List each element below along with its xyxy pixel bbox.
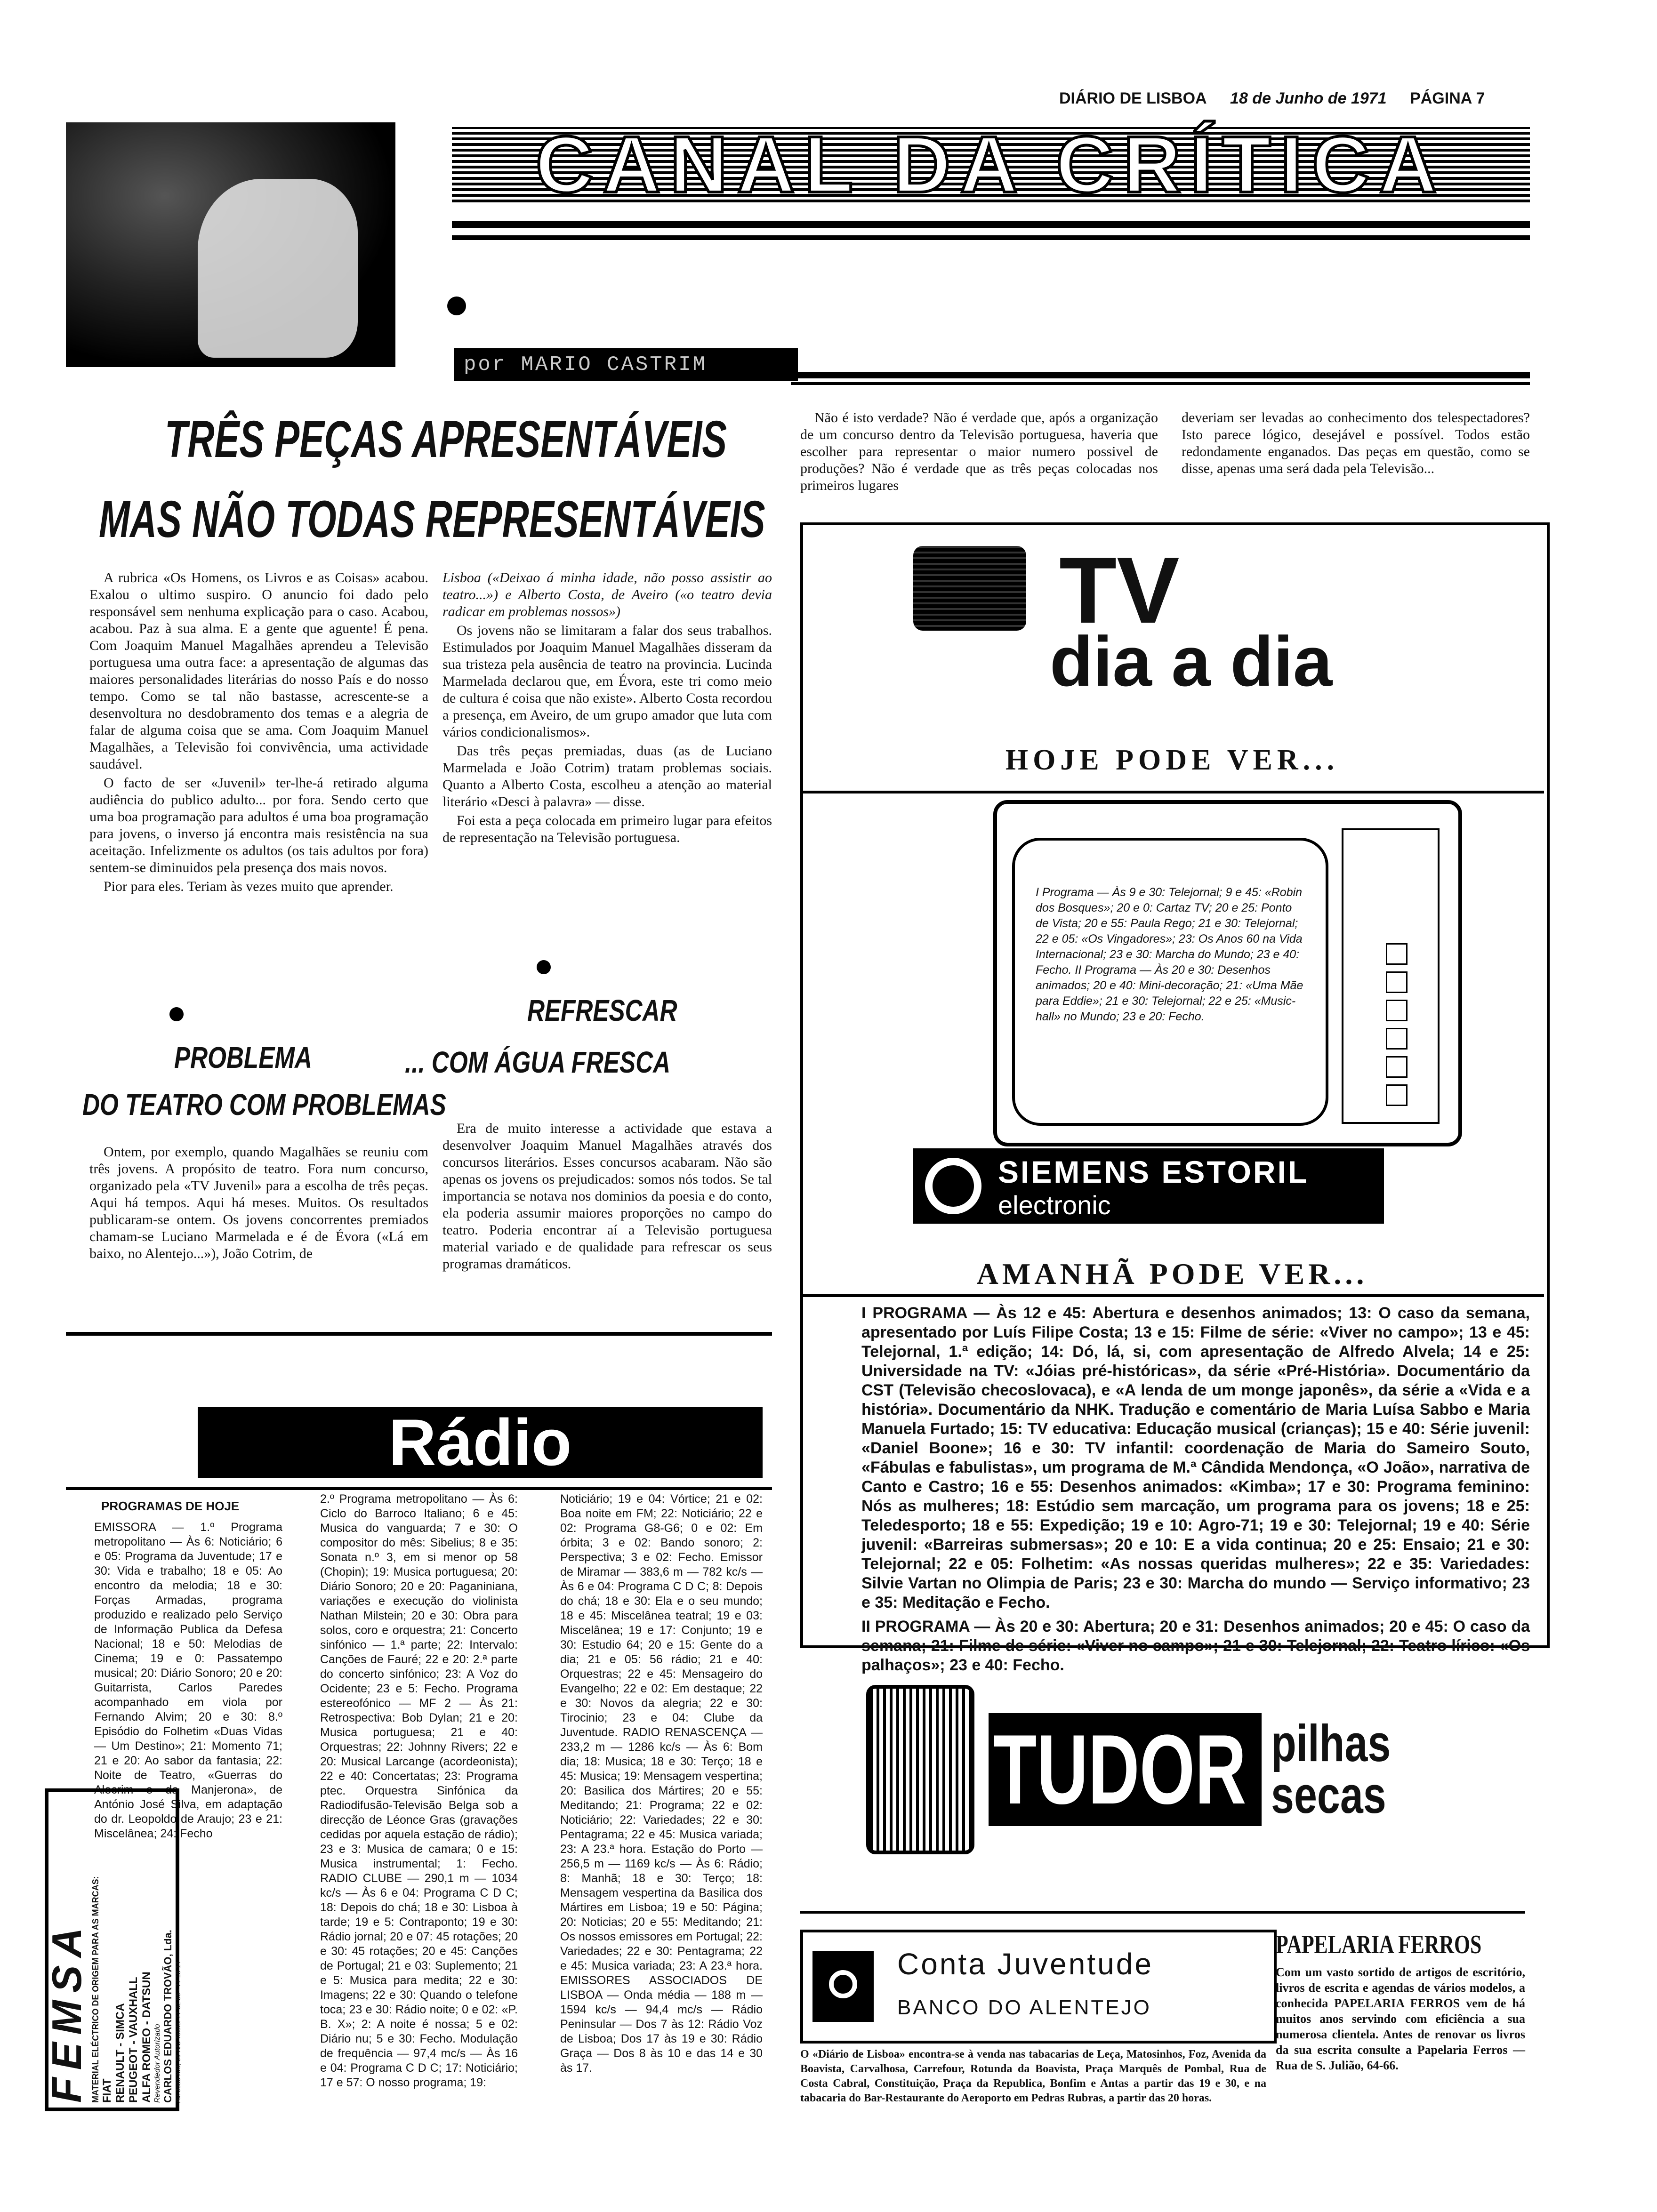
paragraph: O facto de ser «Juvenil» ter-lhe-á retirado alguma audiência do publico adulto... por fora. Sendo certo que uma boa programação para adultos é uma boa programação para jovens, o inverso já encontra mais resistência na sua aceitação. Infelizmente os adultos (os tais adultos por fora) sentem-se diminuidos pela presença dos mais novos. (89, 775, 428, 875)
newspaper-name: DIÁRIO DE LISBOA (1059, 89, 1207, 107)
tomorrow-schedule (861, 1304, 1530, 1675)
bank-logo-icon (812, 1951, 874, 2022)
conta-juventude-ad (800, 1930, 1277, 2044)
femsa-line: ALFA ROMEO - DATSUN (140, 1972, 153, 2103)
divider (791, 372, 1530, 378)
tv-photo (66, 122, 395, 367)
femsa-line: MATERIAL ELÉCTRICO DE ORIGEM PARA AS MARCAS: (90, 1876, 100, 2103)
article-section-refrescar (442, 1120, 772, 1274)
byline: por MARIO CASTRIM (454, 348, 798, 381)
page-number: PÁGINA 7 (1410, 89, 1485, 107)
article-section-problema (89, 1144, 428, 1264)
subhead-agua-fresca: ... COM ÁGUA FRESCA (405, 1045, 671, 1079)
tv-section-title (1050, 538, 1333, 701)
femsa-line: PEUGEOT - VAUXHALL (127, 1977, 140, 2103)
slogan-line: secas (1271, 1766, 1386, 1824)
today-heading: HOJE PODE VER... (1005, 744, 1339, 776)
femsa-brand: FEMSA (43, 1920, 90, 2103)
radio-column-2: 2.º Programa metropolitano — Às 6: Ciclo do Barroco Italiano; 6 e 45: Musica do vanguarda; 7 e 30: O compositor do mês: Sibelius; 8 e 35: Sonata n.º 3, em si menor op 58 (Chopin); 19: Musica portuguesa; 20: Diário Sonoro; 20 e 20: Paganiniana, variações e execução do violinista Nathan Milstein; 20 e 30: Obra para solos, coro e orquestra; 21: Concerto sinfónico — 1.ª parte; 22: Intervalo: Canções de Fauré; 22 e 20: 2.ª parte do concerto sinfónico; 23: A Voz do Ocidente; 23 e 5: Fecho. Programa estereofónico — MF 2 — Às 21: Retrospectiva: Bob Dylan; 21 e 20: Musica portuguesa; 21 e 40: Orquestras; 22: Johnny Rivers; 22 e 20: Musical Larcange (acordeonista); 22 e 40: Concertatas; 23: Programa ptec. Orquestra Sinfónica da Radiodifusão-Televisão Belga sob a direcção de Léonce Gras (gravações cedidas por aquela estação de rádio); 23 e 3: Musica de camara; 0 e 15: Musica instrumental; 1: Fecho. RADIO CLUBE — 290,1 m — 1034 kc/s — Às 6 e 04: Programa C D C; 18: Depois do chá; 18 e 30: Lisboa à tarde; 19 e 5: Contraponto; 19 e 30: Rádio jornal; 20 e 07: 45 rotações; 20 e 30: 45 rotações; 20 e 45: Canções de Portugal; 21 e 03: Suplemento; 21 e 5: Musica para medita; 22 e 30: Imagens; 22 e 30: Quando o telefone toca; 23 e 30: Rádio noite; 0 e 02: «P. B. X»; 2: A noite é nossa; 5 e 02: Diário nu; 5 e 30: Fecho. Modulação de frequência — 97,4 mc/s — Às 16 e 04: Programa C D C; 17: Noticiário; 17 e 57: O nosso programa; 19: (320, 1492, 518, 2089)
paragraph: Lisboa («Deixao á minha idade, não posso assistir ao teatro...») e Alberto Costa, de Aveiro («o teatro devia radicar em problemas nossos») (442, 570, 772, 619)
divider (452, 235, 1530, 240)
siemens-ad (913, 1148, 1384, 1224)
paragraph: Não é isto verdade? Não é verdade que, após a organização de um concurso dentro da Televisão portuguesa, haveria que escolher para representar o maior numero possivel de produções? Não é verdade que as três peças colocadas nos primeiros lugares (800, 410, 1158, 493)
subhead-problema: PROBLEMA (174, 1041, 312, 1074)
siemens-brand: SIEMENS ESTORIL (998, 1154, 1309, 1189)
tomorrow-program-2: II PROGRAMA — Às 20 e 30: Abertura; 20 e 31: Desenhos animados; 20 e 45: O caso da semana; 21: Filme de série: «Viver no campo»; 21 e 30: Telejornal; 22: Teatro lírico: «Os palhaços»; 23 e 40: Fecho. (861, 1618, 1530, 1674)
paragraph: Ontem, por exemplo, quando Magalhães se reuniu com três jovens. A propósito de teatro. Fora num concurso, organizado pela «TV Juvenil» para a escolha de três peças. Aqui há tempos. Aqui há meses. Muitos. Os resultados publicaram-se ontem. Os jovens concorrentes premiados chamam-se Luciano Marmelada e é de Évora («Lá em baixo, no Alentejo...»), João Cotrim, de (89, 1144, 428, 1261)
issue-date: 18 de Junho de 1971 (1230, 89, 1387, 107)
tudor-slogan (1271, 1715, 1391, 1824)
femsa-ad (43, 1788, 182, 2111)
radio-title: Rádio (198, 1407, 763, 1478)
radio-column-1: EMISSORA — 1.º Programa metropolitano — Às 6: Noticiário; 6 e 05: Programa da Juventude; 17 e 30: Vida e trabalho; 18 e 05: Ao encontro da melodia; 18 e 30: Forças Armadas, programa produzido e realizado pelo Serviço de Informação Publica da Defesa Nacional; 18 e 50: Melodias de Cinema; 19 e 0: Passatempo musical; 20: Diário Sonoro; 20 e 20: Guitarrista, Carlos Paredes acompanhado em viola por Fernando Alvim; 20 e 30: 8.º Episódio do Folhetim «Duas Vidas — Um Destino»; 21: Momento 71; 21 e 20: Ao sabor da fantasia; 22: Noite de Teatro, «Guerras do Alecrim e da Manjerona», de António José Silva, em adaptação do dr. Leopoldo de Araujo; 23 e 21: Miscelânea; 24: Fecho (94, 1521, 282, 1840)
divider (800, 791, 1544, 793)
papelaria-title: PAPELARIA FERROS (1276, 1930, 1482, 1959)
canal-da-critica-banner (452, 120, 1530, 209)
tomorrow-heading: AMANHÃ PODE VER... (976, 1257, 1368, 1290)
papelaria-text: Com um vasto sortido de artigos de escritório, livros de escrita e agendas de vários modelos, a conhecida PAPELARIA FERROS vem de há muitos anos servindo com eficiência a sua numerosa clientela. Antes de renovar os livros da sua escrita consulte a Papelaria Ferros — Rua de S. Julião, 64-66. (1276, 1965, 1525, 2072)
femsa-line: Av. João XXI, 66-A/C Telefs. 77 02 85 - 77 18 14 (174, 1961, 182, 2103)
subhead-refrescar: REFRESCAR (527, 994, 677, 1027)
bullet-icon (537, 960, 551, 974)
siemens-sub: electronic (998, 1190, 1111, 1220)
divider (66, 1487, 772, 1490)
femsa-line: CARLOS EDUARDO TROVÃO, Lda. (161, 1930, 174, 2103)
paragraph: Pior para eles. Teriam às vezes muito que aprender. (104, 879, 394, 894)
today-schedule: I Programa — Às 9 e 30: Telejornal; 9 e 45: «Robin dos Bosques»; 20 e 0: Cartaz TV; 20 e 25: Ponto de Vista; 20 e 55: Paula Rego; 21 e 30: Telejornal; 22 e 05: «Os Vingadores»; 23: Os Anos 60 na Vida Internacional; 23 e 30: Marcha do Mundo; 23 e 40: Fecho. II Programa — Às 20 e 30: Desenhos animados; 20 e 40: Mini-decoração; 21: «Uma Mãe para Eddie»; 21 e 30: Telejornal; 22 e 25: «Music-hall» no Mundo; 23 e 20: Fecho. (1036, 886, 1303, 1023)
paragraph: Os jovens não se limitaram a falar dos seus trabalhos. Estimulados por Joaquim Manuel Magalhães disseram da sua tristeza pela ausência de teatro na provincia. Lucinda Marmelada declarou que, em Évora, este tri como meio de cultura é coisa que não existe». Alberto Costa recordou a presença, em Aveiro, de um grupo amador que luta com vários condicionalismos». (442, 623, 772, 740)
paragraph: deveriam ser levadas ao conhecimento dos telespectadores? Isto parece lógico, desejável e possível. Todos estão redondamente enganados. Das peças em questão, como se disse, apenas uma será dada pela Televisão... (1182, 410, 1530, 476)
paragraph: A rubrica «Os Homens, os Livros e as Coisas» acabou. Exalou o ultimo suspiro. O anuncio foi dado pelo responsável sem nenhuma explicação para o caso. Acabou, acabou. Paz à sua alma. E a gente que aguente! É pena. Com Joaquim Manuel Magalhães aprendeu a Televisão portuguesa uma outra face: a apresentação de algumas das maiores personalidades literárias do nosso País e do nosso tempo. Como se tal não bastasse, acrescente-se a desenvoltura no desdobramento dos temas e a alegria de falar de alguma coisa que se ama. Com Joaquim Manuel Magalhães, a Televisão foi convivência, uma actividade saudável. (89, 570, 428, 772)
bullet-icon (169, 1007, 184, 1021)
page-header (1059, 89, 1544, 108)
distribution-notice: O «Diário de Lisboa» encontra-se à venda nas tabacarias de Leça, Matosinhos, Foz, Avenida da Boavista, Carvalhosa, Carrefour, Rotunda da Boavista, Praça Marquês de Pombal, Rua de Costa Cabral, Constituição, Praça da Republica, Bonfim e Antas a partir das 19 e 30, e na tabacaria do Bar-Restaurante do Aeroporto em Pedras Rubras, a partir das 20 horas. (800, 2048, 1266, 2104)
tv-title-top: TV (1059, 538, 1180, 643)
divider (800, 1911, 1525, 1914)
tomorrow-program-1: I PROGRAMA — Às 12 e 45: Abertura e desenhos animados; 13: O caso da semana, apresentado por Luís Filipe Costa; 13 e 15: Filme de série: «Viver no campo»; 13 e 45: Telejornal, 1.ª edição; 14: Dó, lá, si, com apresentação de Alfredo Alvela; 14 e 25: Universidade na TV: «Jóias pré-históricas», da série «Pré-História». Documentário da CST (Televisão checoslovaca), e «A lenda de um monge japonês», da série a «Vida e a história». Documentário da NHK. Tradução e comentário de Maria Luísa Sabbo e Maria Manuela Furtado; 15: TV educativa: Educação musical (crianças); 15 e 40: Série juvenil: «Daniel Boone»; 16 e 30: TV infantil: coordenação de Maria do Sameiro Souto, «Fábulas e fabulistas», um programa de M.ª Cândida Mendonça, «O João», narrativa de Canto e Castro; 16 e 55: Desenhos animados: «Kimba»; 17 e 30: Programa feminino: Nós as mulheres; 18: Estúdio sem marcação, um programa para os jovens; 18 e 25: Teledesporto; 18 e 55: Expedição; 19 e 10: Agro-71; 19 e 30: Telejornal; 19 e 40: Série juvenil: «Barreiras submersas»; 20 e 10: E a vida continua; 20 e 25: Ensaio; 21 e 30: Telejornal; 22 e 05: Folhetim: «As nossas queridas mulheres»; 22 e 35: Variedades: Silvie Vartan no Olimpia de Paris; 23 e 30: Marcha do mundo — Serviço informativo; 23 e 35: Meditação e Fecho. (861, 1304, 1530, 1611)
divider (66, 1332, 772, 1336)
article-column-1 (89, 569, 428, 897)
papelaria-ferros-ad (1276, 1930, 1525, 2073)
article-column-2 (442, 569, 772, 848)
tv-control-panel (1342, 828, 1440, 1124)
paragraph: Foi esta a peça colocada em primeiro lugar para efeitos de representação na Televisão portuguesa. (442, 813, 772, 845)
divider (452, 221, 1530, 228)
battery-icon (866, 1685, 974, 1854)
siemens-logo-icon (925, 1158, 981, 1214)
bullet-icon (447, 297, 466, 315)
radio-heading: PROGRAMAS DE HOJE (101, 1499, 240, 1513)
divider (791, 382, 1530, 385)
headline-line2: MAS NÃO TODAS REPRESENTÁVEIS (99, 490, 765, 548)
tv-logo-icon (913, 546, 1026, 631)
headline-line1: TRÊS PEÇAS APRESENTÁVEIS (165, 410, 727, 468)
tudor-ad (866, 1685, 1440, 1854)
paragraph: Das três peças premiadas, duas (as de Luciano Marmelada e João Cotrim) tratam problemas sociais. Quanto a Alberto Costa, escolheu a atenção ao material literário «Desci à palavra» — disse. (442, 743, 772, 809)
tudor-brand: TUDOR (993, 1714, 1247, 1825)
article-column-3 (800, 409, 1158, 496)
femsa-line: RENAULT - SIMCA (113, 2003, 127, 2103)
tv-title-bottom: dia a dia (1050, 622, 1333, 701)
conta-title: Conta Juventude (897, 1947, 1153, 1981)
divider (800, 1294, 1544, 1297)
bank-name: BANCO DO ALENTEJO (897, 1996, 1151, 2019)
femsa-line: Revendedor Autorizado (153, 2024, 161, 2103)
article-column-4 (1182, 409, 1530, 479)
paragraph: Era de muito interesse a actividade que estava a desenvolver Joaquim Manuel Magalhães através dos concursos literários. Esses concursos acabaram. Não são apenas os jovens os prejudicados: somos nós todos. Se tal importancia se notava nos dominios da poesia e do conto, ela poderia assumir maiores proporções no campo do teatro. Poderia encontrar aí a Televisão portuguesa material variado e de qualidade para refrescar os seus programas dramáticos. (442, 1121, 772, 1272)
radio-column-3: Noticiário; 19 e 04: Vórtice; 21 e 02: Boa noite em FM; 22: Noticiário; 22 e 02: Programa G8-G6; 0 e 02: Em órbita; 3 e 02: Bando sonoro; 2: Perspectiva; 3 e 02: Fecho. Emissor de Miramar — 383,6 m — 782 kc/s — Às 6 e 04: Programa C D C; 8: Depois do chá; 18 e 30: Ela e o seu mundo; 18 e 45: Miscelânea teatral; 19 e 03: Miscelânea; 19 e 17: Conjunto; 19 e 30: Estudio 64; 20 e 15: Gente do a dia; 21 e 05: 56 rádio; 21 e 40: Orquestras; 22 e 45: Mensageiro do Evangelho; 22 e 02: Em destaque; 22 e 30: Novos da alegria; 22 e 30: Tirocinio; 23 e 04: Clube da Juventude. RADIO RENASCENÇA — 233,2 m — 1286 kc/s — Às 6: Bom dia; 18: Musica; 18 e 30: Terço; 18 e 45: Musica; 19: Mensagem vespertina; 20: Basilica dos Mártires; 20 e 55: Meditando; 21: Programa; 22 e 02: Noticiário; 22: Variedades; 22 e 30: Pentagrama; 22 e 45: Musica variada; 23: A 23.ª hora. Estação do Porto — 256,5 m — 1169 kc/s — Às 6: Rádio; 8: Manhã; 18 e 30: Terço; 18: Mensagem vespertina da Basilica dos Mártires em Lisboa; 19 e 50: Página; 20: Noticias; 20 e 55: Meditando; 21: Os nossos emissores em Portugal; 22: Variedades; 22 e 30: Pentagrama; 22 e 45: Musica variada; 23: A 23.ª hora. EMISSORES ASSOCIADOS DE LISBOA — Onda média — 188 m — 1594 kc/s — 94,4 mc/s — Rádio Peninsular — Dos 7 às 12: Rádio Voz de Lisboa; Dos 17 às 19 e 30: Rádio Graça — Dos 8 às 10 e das 14 e 30 às 17. (560, 1492, 763, 2075)
subhead-teatro: DO TEATRO COM PROBLEMAS (82, 1088, 446, 1122)
slogan-line: pilhas (1271, 1715, 1391, 1772)
femsa-line: FIAT (100, 2078, 113, 2103)
banner-title: CANAL DA CRÍTICA (535, 120, 1447, 209)
